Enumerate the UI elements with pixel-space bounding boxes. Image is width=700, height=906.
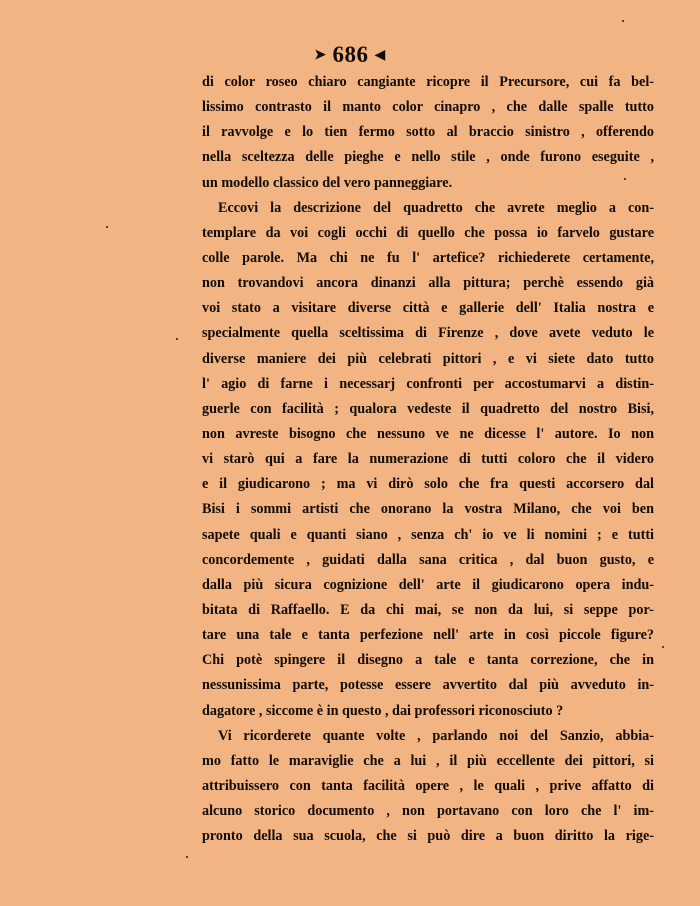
- text-line: Chi potè spingere il disegno a tale e tanta correzione, che in: [202, 652, 654, 669]
- text-line: mo fatto le maraviglie che a lui , il più eccellente dei pittori, si: [202, 752, 654, 769]
- ink-speck: [176, 338, 178, 340]
- text-line: l' agio di farne i necessarj confronti per accostumarvi a distin-: [202, 375, 654, 392]
- text-line: non trovandovi ancora dinanzi alla pittura; perchè essendo già: [202, 275, 654, 292]
- text-line: guerle con facilità ; qualora vedeste il quadretto del nostro Bisi,: [202, 400, 654, 417]
- text-line: un modello classico del vero panneggiare.: [202, 174, 453, 191]
- text-line: lissimo contrasto il manto color cinapro , che dalle spalle tutto: [202, 99, 654, 116]
- body-text: [202, 70, 654, 849]
- page-number: 686: [332, 42, 369, 67]
- text-line: pronto della sua scuola, che si può dire a buon diritto la rige-: [202, 828, 654, 845]
- ink-speck: [624, 178, 626, 180]
- text-line: vi starò qui a fare la numerazione di tutti coloro che il videro: [202, 451, 654, 468]
- paragraph-first-line: Vi ricorderete quante volte , parlando noi del Sanzio, abbia-: [218, 727, 654, 744]
- text-line: e il giudicarono ; ma vi dirò solo che fra questi accorsero dal: [202, 476, 654, 493]
- text-line: attribuissero con tanta facilità opere , le quali , prive affatto di: [202, 777, 654, 794]
- text-line: alcuno storico documento , non portavano con loro che l' im-: [202, 803, 654, 820]
- text-line: concordemente , guidati dalla sana critica , dal buon gusto, e: [202, 551, 654, 568]
- ink-speck: [186, 856, 188, 858]
- text-line: Bisi i sommi artisti che onorano la vostra Milano, che voi ben: [202, 501, 654, 518]
- page-header: [0, 42, 700, 69]
- text-line: specialmente quella sceltissima di Firenze , dove avete veduto le: [202, 325, 654, 342]
- paragraph-first-line: Eccovi la descrizione del quadretto che avrete meglio a con-: [218, 199, 654, 216]
- right-ornament-icon: ◀: [374, 48, 386, 63]
- text-line: non avreste bisogno che nessuno ve ne dicesse l' autore. Io non: [202, 425, 654, 442]
- ink-speck: [662, 646, 664, 648]
- text-line: dalla più sicura cognizione dell' arte il giudicarono opera indu-: [202, 576, 654, 593]
- text-line: templare da voi cogli occhi di quello che possa io farvelo gustare: [202, 224, 654, 241]
- text-line: bitata di Raffaello. E da chi mai, se non da lui, si seppe por-: [202, 601, 654, 618]
- text-line: di color roseo chiaro cangiante ricopre il Precursore, cui fa bel-: [202, 74, 654, 90]
- ink-speck: [622, 20, 624, 22]
- text-line: nella sceltezza delle pieghe e nello stile , onde furono eseguite ,: [202, 149, 654, 166]
- text-line: sapete quali e quanti siano , senza ch' io ve li nomini ; e tutti: [202, 526, 654, 543]
- text-line: voi stato a visitare diverse città e gallerie dell' Italia nostra e: [202, 300, 654, 317]
- ink-speck: [106, 226, 108, 228]
- text-line: nessunissima parte, potesse essere avvertito dal più avveduto in-: [202, 677, 654, 694]
- text-line: il ravvolge e lo tien fermo sotto al braccio sinistro , offerendo: [202, 124, 654, 141]
- text-line: tare una tale e tanta perfezione nell' arte in così piccole figure?: [202, 627, 654, 644]
- text-line: diverse maniere dei più celebrati pittori , e vi siete dato tutto: [202, 350, 654, 367]
- left-ornament-icon: ➤: [314, 48, 327, 63]
- text-line: colle parole. Ma chi ne fu l' artefice? richiederete certamente,: [202, 249, 654, 266]
- text-line: dagatore , siccome è in questo , dai professori riconosciuto ?: [202, 702, 564, 719]
